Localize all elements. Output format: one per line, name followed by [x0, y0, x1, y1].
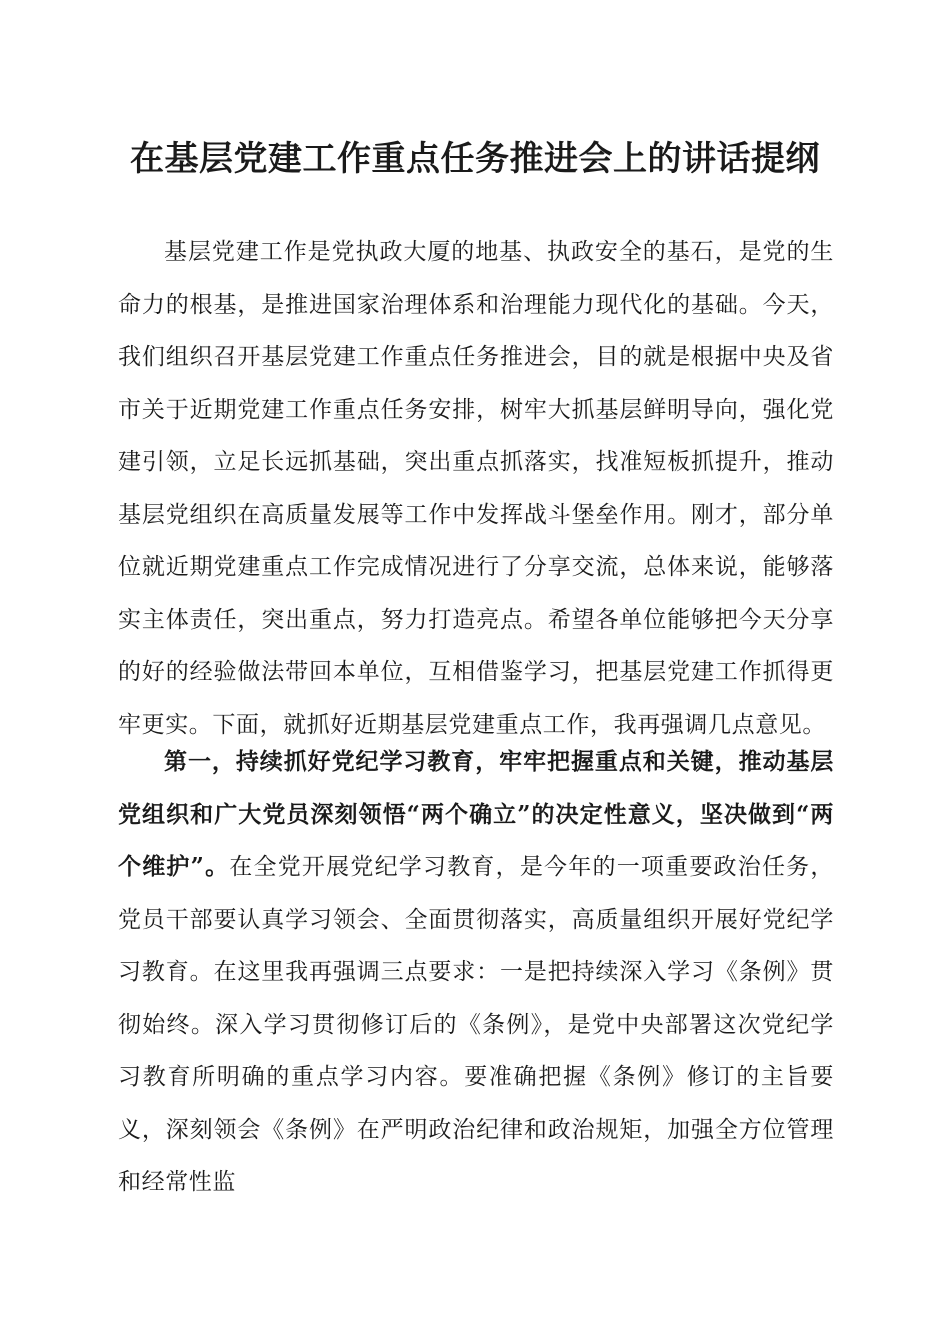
- paragraph-first-point-heading: 第一，持续抓好党纪学习教育，牢牢把握重点和关键，推动基层党组织和广大党员深刻领悟“两个确立”的决定性意义，坚决做到“两个维护”。: [118, 748, 834, 880]
- paragraph-intro: [118, 226, 834, 751]
- document-title: 在基层党建工作重点任务推进会上的讲话提纲: [130, 139, 820, 179]
- paragraph-first-point-text: 在全党开展党纪学习教育，是今年的一项重要政治任务，党员干部要认真学习领会、全面贯彻落实，高质量组织开展好党纪学习教育。在这里我再强调三点要求：一是把持续深入学习《条例》贯彻始终。深入学习贯彻修订后的《条例》，是党中央部署这次党纪学习教育所明确的重点学习内容。要准确把握《条例》修订的主旨要义，深刻领会《条例》在严明政治纪律和政治规矩，加强全方位管理和经常性监: [118, 854, 834, 1195]
- paragraph-first-point: [118, 736, 834, 1209]
- paragraph-intro-text: 基层党建工作是党执政大厦的地基、执政安全的基石，是党的生命力的根基，是推进国家治理体系和治理能力现代化的基础。今天，我们组织召开基层党建工作重点任务推进会，目的就是根据中央及省市关于近期党建工作重点任务安排，树牢大抓基层鲜明导向，强化党建引领，立足长远抓基础，突出重点抓落实，找准短板抓提升，推动基层党组织在高质量发展等工作中发挥战斗堡垒作用。刚才，部分单位就近期党建重点工作完成情况进行了分享交流，总体来说，能够落实主体责任，突出重点，努力打造亮点。希望各单位能够把今天分享的好的经验做法带回本单位，互相借鉴学习，把基层党建工作抓得更牢更实。下面，就抓好近期基层党建重点工作，我再强调几点意见。: [118, 239, 834, 738]
